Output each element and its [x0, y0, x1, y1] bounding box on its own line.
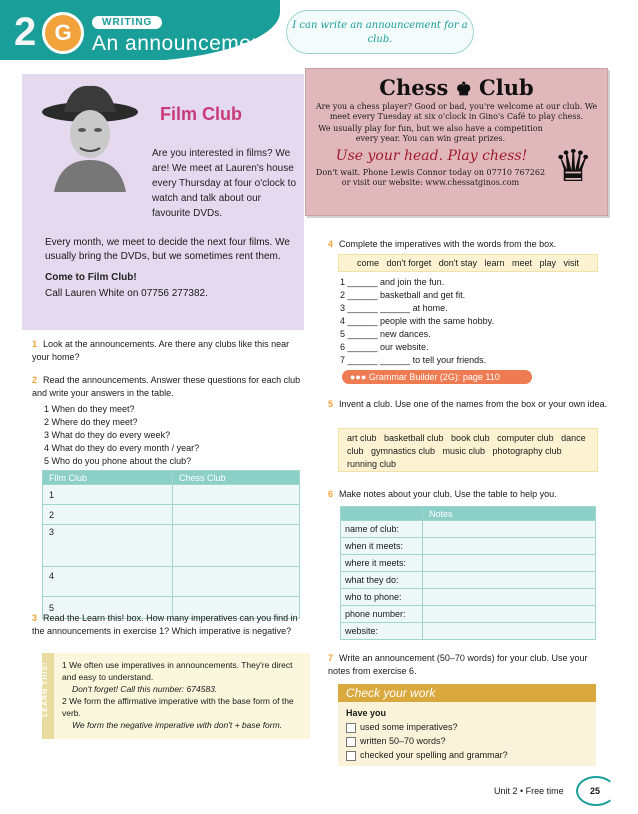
- exercise-number: 3: [32, 613, 38, 623]
- lesson-number: 2: [14, 10, 37, 54]
- unit-footer: Unit 2 • Free time: [494, 786, 564, 796]
- exercise-number: 6: [328, 489, 334, 499]
- notes-table: [340, 506, 596, 640]
- completion-item[interactable]: 4 ______ people with the same hobby.: [340, 316, 494, 326]
- section-tag: WRITING: [92, 16, 162, 29]
- row-number: 2: [43, 505, 173, 525]
- table-row: [341, 521, 596, 538]
- table-row: [341, 589, 596, 606]
- table-row: [341, 555, 596, 572]
- exercise-6: [328, 488, 610, 501]
- exercise-number: 1: [32, 339, 38, 349]
- table-header-chess: Chess Club: [173, 471, 300, 485]
- table-row: [43, 567, 300, 597]
- row-number: 4: [43, 567, 173, 597]
- notes-blank-header: [341, 507, 423, 521]
- film-club-call: Call Lauren White on 07756 277382.: [45, 288, 208, 299]
- row-label: where it meets:: [341, 555, 423, 572]
- chess-title-word: Chess: [379, 75, 449, 100]
- table-row: [341, 572, 596, 589]
- question-item: 4 What do they do every month / year?: [44, 443, 200, 453]
- exercise-number: 2: [32, 375, 38, 385]
- chess-title-club: Club: [479, 75, 534, 100]
- row-label: name of club:: [341, 521, 423, 538]
- completion-item[interactable]: 2 ______ basketball and get fit.: [340, 290, 466, 300]
- page-number: 25: [590, 786, 601, 796]
- film-club-title: Film Club: [160, 104, 242, 124]
- chess-club-card: [305, 68, 608, 216]
- cowboy-photo: [40, 82, 140, 192]
- question-item: 1 When do they meet?: [44, 404, 135, 414]
- answer-table: [42, 470, 300, 619]
- exercise-instruction: Read the announcements. Answer these questions for each club and write your answers in the table.: [32, 375, 301, 398]
- row-label: who to phone:: [341, 589, 423, 606]
- table-row: [341, 623, 596, 640]
- answer-cell[interactable]: [173, 505, 300, 525]
- notes-cell[interactable]: [423, 572, 596, 589]
- learn-this-box: [42, 653, 310, 739]
- answer-cell[interactable]: [173, 485, 300, 505]
- chess-king-icon: ♚: [455, 79, 472, 100]
- lesson-title: An announcement: [92, 32, 270, 55]
- question-item: 5 Who do you phone about the club?: [44, 456, 192, 466]
- check-your-work-box: [338, 684, 596, 766]
- checklist-label: used some imperatives?: [360, 722, 458, 732]
- lesson-objective: I can write an announcement for a club.: [286, 10, 474, 54]
- club-names-box: art club basketball club book club computer club dance club gymnastics club music club photography club running club: [338, 428, 598, 472]
- rule-2: 2 We form the affirmative imperative with the base form of the verb.: [62, 696, 294, 718]
- checkbox[interactable]: [346, 737, 356, 747]
- answer-cell[interactable]: [173, 525, 300, 567]
- exercise-instruction: Write an announcement (50–70 words) for your club. Use your notes from exercise 6.: [328, 653, 588, 676]
- notes-cell[interactable]: [423, 606, 596, 623]
- chess-club-p2: We usually play for fun, but we also have a competition every year. You can win great prizes.: [318, 124, 543, 143]
- question-list: [32, 403, 302, 468]
- row-label: phone number:: [341, 606, 423, 623]
- row-label: when it meets:: [341, 538, 423, 555]
- chess-club-p3: Don't wait. Phone Lewis Connor today on 07710 767262 or visit our website: www.chessatginos.com: [315, 168, 546, 187]
- grammar-builder-link[interactable]: [342, 370, 532, 384]
- question-item: 3 What do they do every week?: [44, 430, 171, 440]
- row-number: 5: [43, 597, 173, 619]
- chess-club-p1: Are you a chess player? Good or bad, you're welcome at our club. We meet every Tuesday at six o'clock in Gino's Café to play chess.: [315, 102, 598, 121]
- table-row: [341, 606, 596, 623]
- have-you-label: Have you: [346, 708, 387, 718]
- exercise-number: 5: [328, 399, 334, 409]
- exercise-2: [32, 374, 302, 468]
- learn-this-label: LEARN THIS!: [42, 661, 49, 717]
- check-your-work-title: Check your work: [338, 684, 596, 702]
- completion-item[interactable]: 7 ______ ______ to tell your friends.: [340, 355, 487, 365]
- checklist-item[interactable]: [346, 734, 588, 748]
- exercise-number: 4: [328, 239, 334, 249]
- film-club-details: [45, 236, 290, 308]
- exercise-instruction: Complete the imperatives with the words from the box.: [339, 239, 557, 249]
- exercise-instruction: Make notes about your club. Use the table to help you.: [339, 489, 557, 499]
- notes-cell[interactable]: [423, 623, 596, 640]
- exercise-instruction: Invent a club. Use one of the names from the box or your own idea.: [339, 399, 608, 409]
- row-label: what they do:: [341, 572, 423, 589]
- row-number: 3: [43, 525, 173, 567]
- checklist-label: checked your spelling and grammar?: [360, 750, 508, 760]
- film-club-intro: Are you interested in films? We are! We meet at Lauren's house every Thursday at four o'clock to watch and talk about our favourite DVDs.: [152, 148, 297, 219]
- film-club-paragraph: Every month, we meet to decide the next four films. We usually bring the DVDs, but we sometimes rent them.: [45, 237, 290, 262]
- notes-cell[interactable]: [423, 589, 596, 606]
- row-label: website:: [341, 623, 423, 640]
- chess-club-slogan: Use your head. Play chess!: [335, 148, 528, 164]
- rule-1-example: Don't forget! Call this number: 674583.: [72, 684, 218, 694]
- exercise-instruction: Look at the announcements. Are there any clubs like this near your home?: [32, 339, 290, 362]
- exercise-4: [328, 238, 610, 251]
- notes-header: Notes: [423, 507, 596, 521]
- completion-item[interactable]: 1 ______ and join the fun.: [340, 277, 445, 287]
- rule-1: 1 We often use imperatives in announcements. They're direct and easy to understand.: [62, 660, 293, 682]
- table-row: [341, 538, 596, 555]
- question-item: 2 Where do they meet?: [44, 417, 138, 427]
- grammar-builder-label: Grammar Builder (2G): page 110: [368, 372, 500, 382]
- chess-club-title: [306, 75, 607, 100]
- checklist-item[interactable]: [346, 748, 588, 762]
- notes-cell[interactable]: [423, 521, 596, 538]
- notes-cell[interactable]: [423, 538, 596, 555]
- exercise-number: 7: [328, 653, 334, 663]
- exercise-3: [32, 612, 302, 638]
- row-number: 1: [43, 485, 173, 505]
- dots-icon: ●●●: [350, 372, 367, 382]
- exercise-5: [328, 398, 610, 411]
- rule-2-example: We form the negative imperative with don't + base form.: [72, 720, 283, 730]
- completion-item[interactable]: 3 ______ ______ at home.: [340, 303, 448, 313]
- film-club-come: Come to Film Club!: [45, 272, 137, 283]
- table-row: [43, 485, 300, 505]
- completion-item[interactable]: 5 ______ new dances.: [340, 329, 431, 339]
- notes-cell[interactable]: [423, 555, 596, 572]
- exercise-1: [32, 338, 302, 364]
- answer-cell[interactable]: [173, 567, 300, 597]
- checklist-item[interactable]: [346, 720, 588, 734]
- completion-item[interactable]: 6 ______ our website.: [340, 342, 429, 352]
- word-box: come don't forget don't stay learn meet play visit: [338, 254, 598, 272]
- exercise-7: [328, 652, 610, 678]
- table-row: [43, 525, 300, 567]
- chess-queen-icon: ♛: [553, 141, 593, 192]
- checkbox[interactable]: [346, 723, 356, 733]
- table-row: [43, 505, 300, 525]
- lesson-header: [0, 0, 638, 60]
- exercise-instruction: Read the Learn this! box. How many imperatives can you find in the announcements in exercise 1? Which imperative is negative?: [32, 613, 298, 636]
- lesson-letter-badge: G: [42, 12, 84, 54]
- checkbox[interactable]: [346, 751, 356, 761]
- table-header-film: Film Club: [43, 471, 173, 485]
- completion-list: [340, 276, 600, 367]
- checklist-label: written 50–70 words?: [360, 736, 446, 746]
